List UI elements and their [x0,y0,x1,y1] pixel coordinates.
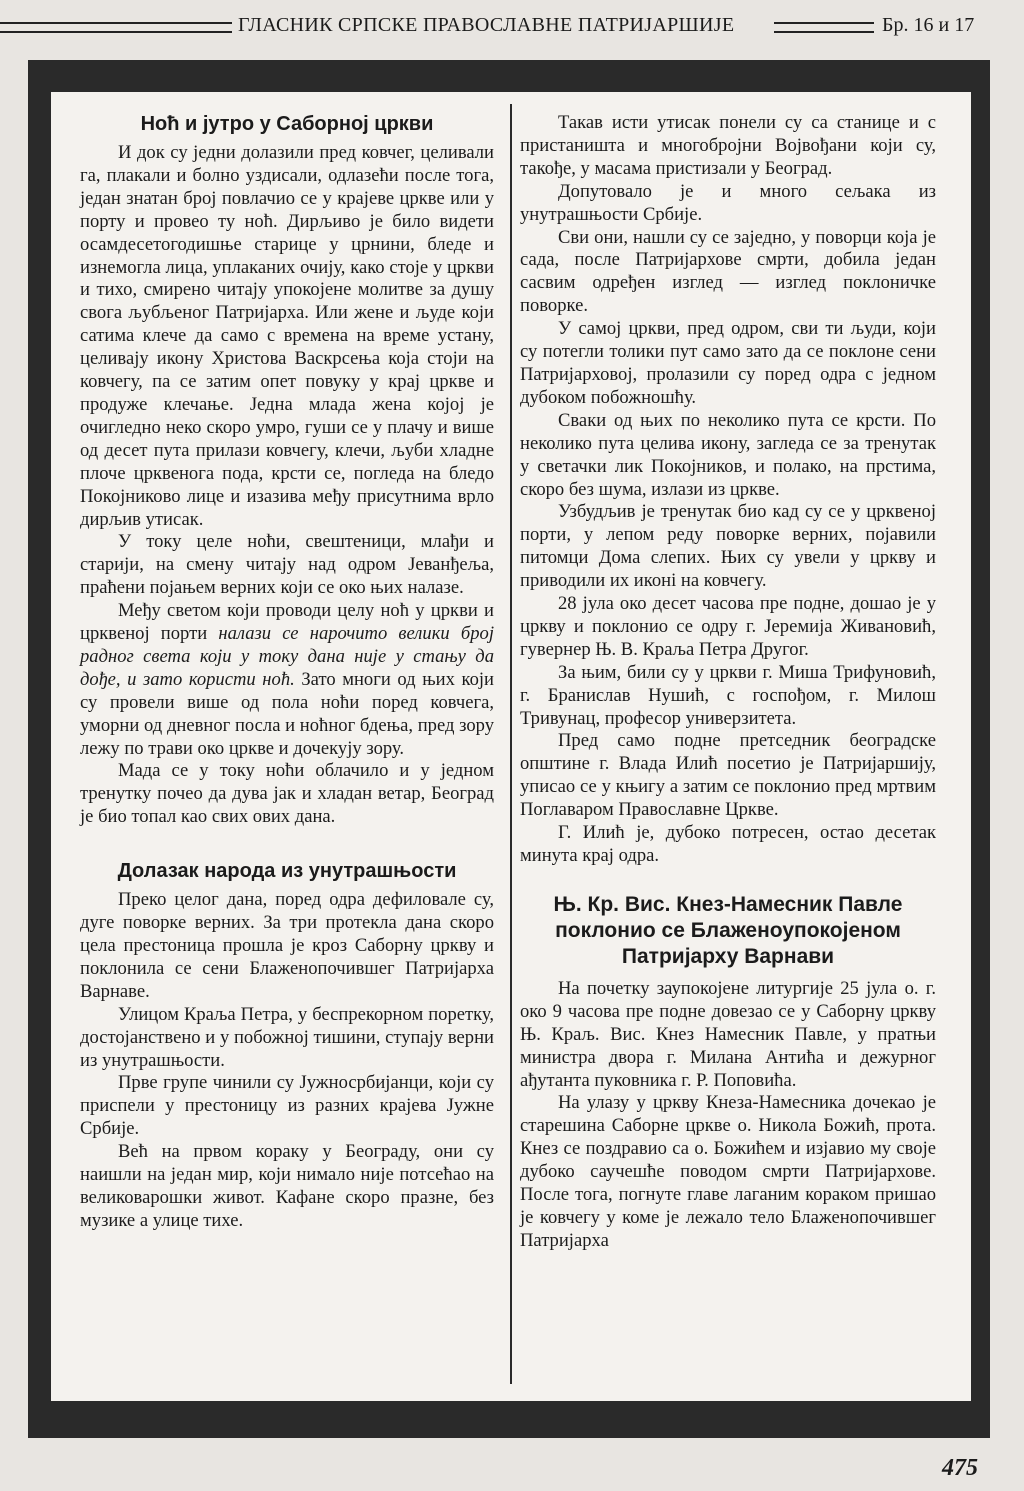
paragraph: Г. Илић је, дубоко потресен, остао десетак минута крај одра. [520,822,936,866]
paragraph: 28 јула око десет часова пре подне, дошао је у цркву и поклонио се одру г. Јеремија Живановић, гувернер Њ. В. Краља Петра Другог. [520,593,936,660]
column-divider [510,104,512,1384]
paragraph: Сви они, нашли су се заједно, у поворци која је сада, после Патријархове смрти, добила један сасвим одређен изглед — изглед поклоничке поворке. [520,226,936,317]
paragraph: Пред само подне претседник београдске општине г. Влада Илић посетио је Патријаршију, уписао се у књигу а затим се поклонио пред мртвим Поглаваром Православне Цркве. [520,730,936,821]
left-column [80,112,494,1233]
paragraph [80,600,494,760]
paragraph: Сваки од њих по неколико пута се крсти. По неколико пута целива икону, загледа се за тренутак у светачки лик Покојников, и полако, на прстима, скоро без шума, излази из цркве. [520,409,936,500]
paragraph: Већ на првом кораку у Београду, они су наишли на један мир, који нимало није потсећао на великоварошки живот. Кафане скоро празне, без музике а улице тихе. [80,1141,494,1231]
paragraph: За њим, били су у цркви г. Миша Трифуновић, г. Бранислав Нушић, с госпођом, г. Милош Тривунац, професор универзитета. [520,661,936,729]
italic-emphasis: налази се нарочито велики број радног света који у току дана није у стању да дође, и зато користи ноћ. [80,623,494,690]
header-rule-right [774,22,874,33]
paragraph: На почетку заупокојене литургије 25 јула о. г. око 9 часова пре подне довезао се у Саборну цркву Њ. Краљ. Вис. Кнез Намесник Павле, у пратњи министра двора г. Милана Антића и дежурног ађутанта пуковника г. Р. Поповића. [520,977,936,1091]
paragraph: И док су једни долазили пред ковчег, целивали га, плакали и болно уздисали, одлазећи после тога, један знатан број повлачио се у крајеве цркве или у порту и провео ту ноћ. Дирљиво је било видети осамдесетогодишње старице у црнини, бледе и изнемогла лица, уплаканих очију, како стоје у цркви и тихо, смирено читају упокојене молитве за душу свога љубљеног Патријарха. Или жене и људе који сатима клече да само с времена на време устану, целивају икону Христова Васкрсења која стоји на ковчегу, па се затим опет повуку у крај цркве и продуже клечање. Једна млада жена којој је очигледно неко скоро умро, гуши се у плачу и више од десет пута прилази ковчегу, клечи, љуби хладне плоче црквенога пода, крсти се, погледа на бледо Покојниково лице и изазива међу присутнима врло дирљив утисак. [80,142,494,530]
paragraph: Прве групе чинили су Јужносрбијанци, који су приспели у престоницу из разних крајева Јужне Србије. [80,1072,494,1140]
paragraph: На улазу у цркву Кнеза-Намесника дочекао је старешина Саборне цркве о. Никола Божић, прота. Кнез се поздравио са о. Божићем и изјавио му своје дубоко саучешће поводом смрти Патријархове. После тога, погнуте главе лаганим кораком пришао је ковчегу у коме је лежало тело Блаженопочившег Патријарха [520,1092,936,1251]
paragraph: Узбудљив је тренутак био кад су се у црквеној порти, у лепом реду поворке верних, појавили питомци Дома слепих. Њих су увели у цркву и приводили их иконі на ковчегу. [520,501,936,592]
paragraph: У самој цркви, пред одром, сви ти људи, који су потегли толики пут само зато да се поклоне сени Патријарховој, пролазили су поред одра с једном дубоком побожношћу. [520,318,936,408]
text-run: Међу светом који проводи целу ноћ у цркви и црквеној порти [80,600,494,645]
issue-number: Бр. 16 и 17 [882,14,975,36]
heading-arrival-of-people: Долазак народа из унутрашњости [117,860,457,883]
heading-prince-regent-paul: Њ. Кр. Вис. Кнез-Намесник Павле поклонио се Блаженоупокојеном Патријарху Варнави [553,892,903,968]
paragraph: У току целе ноћи, свештеници, млађи и старији, на смену читају над одром Јеванђеља, праћени појањем верних који се око њих налазе. [80,531,494,599]
paragraph: Преко целог дана, поред одра дефиловале су, дуге поворке верних. За три протекла дана скоро цела престоница прошла је кроз Саборну цркву и поклонила се сени Блаженопочившег Патријарха Варнаве. [80,889,494,1002]
text-run: Зато многи од њих који су провели више од пола ноћи поред ковчега, уморни од дневног посла и ноћног бдења, пред зору лежу по трави око цркве и дочекују зору. [80,668,494,759]
running-header [0,10,1024,44]
heading-night-and-morning: Ноћ и јутро у Саборној цркви [140,113,434,135]
header-rule-left [0,22,232,33]
paragraph: Мада се у току ноћи облачило и у једном тренутку почео да дува јак и хладан ветар, Београд је био топал као свих ових дана. [80,760,494,828]
right-column [520,112,936,1253]
paragraph: Такав исти утисак понели су са станице и с пристаништа и многобројни Војвођани који су, такође, у масама пристизали у Београд. [520,112,936,179]
page-number: 475 [942,1455,978,1481]
paragraph: Улицом Краља Петра, у беспрекорном поретку, достојанствено и у побожној тишини, ступају верни из унутрашњости. [80,1003,494,1071]
journal-title: ГЛАСНИК СРПСКЕ ПРАВОСЛАВНЕ ПАТРИЈАРШИЈЕ [238,14,735,36]
paragraph: Допутовало је и много сељака из унутрашњости Србије. [520,180,936,225]
